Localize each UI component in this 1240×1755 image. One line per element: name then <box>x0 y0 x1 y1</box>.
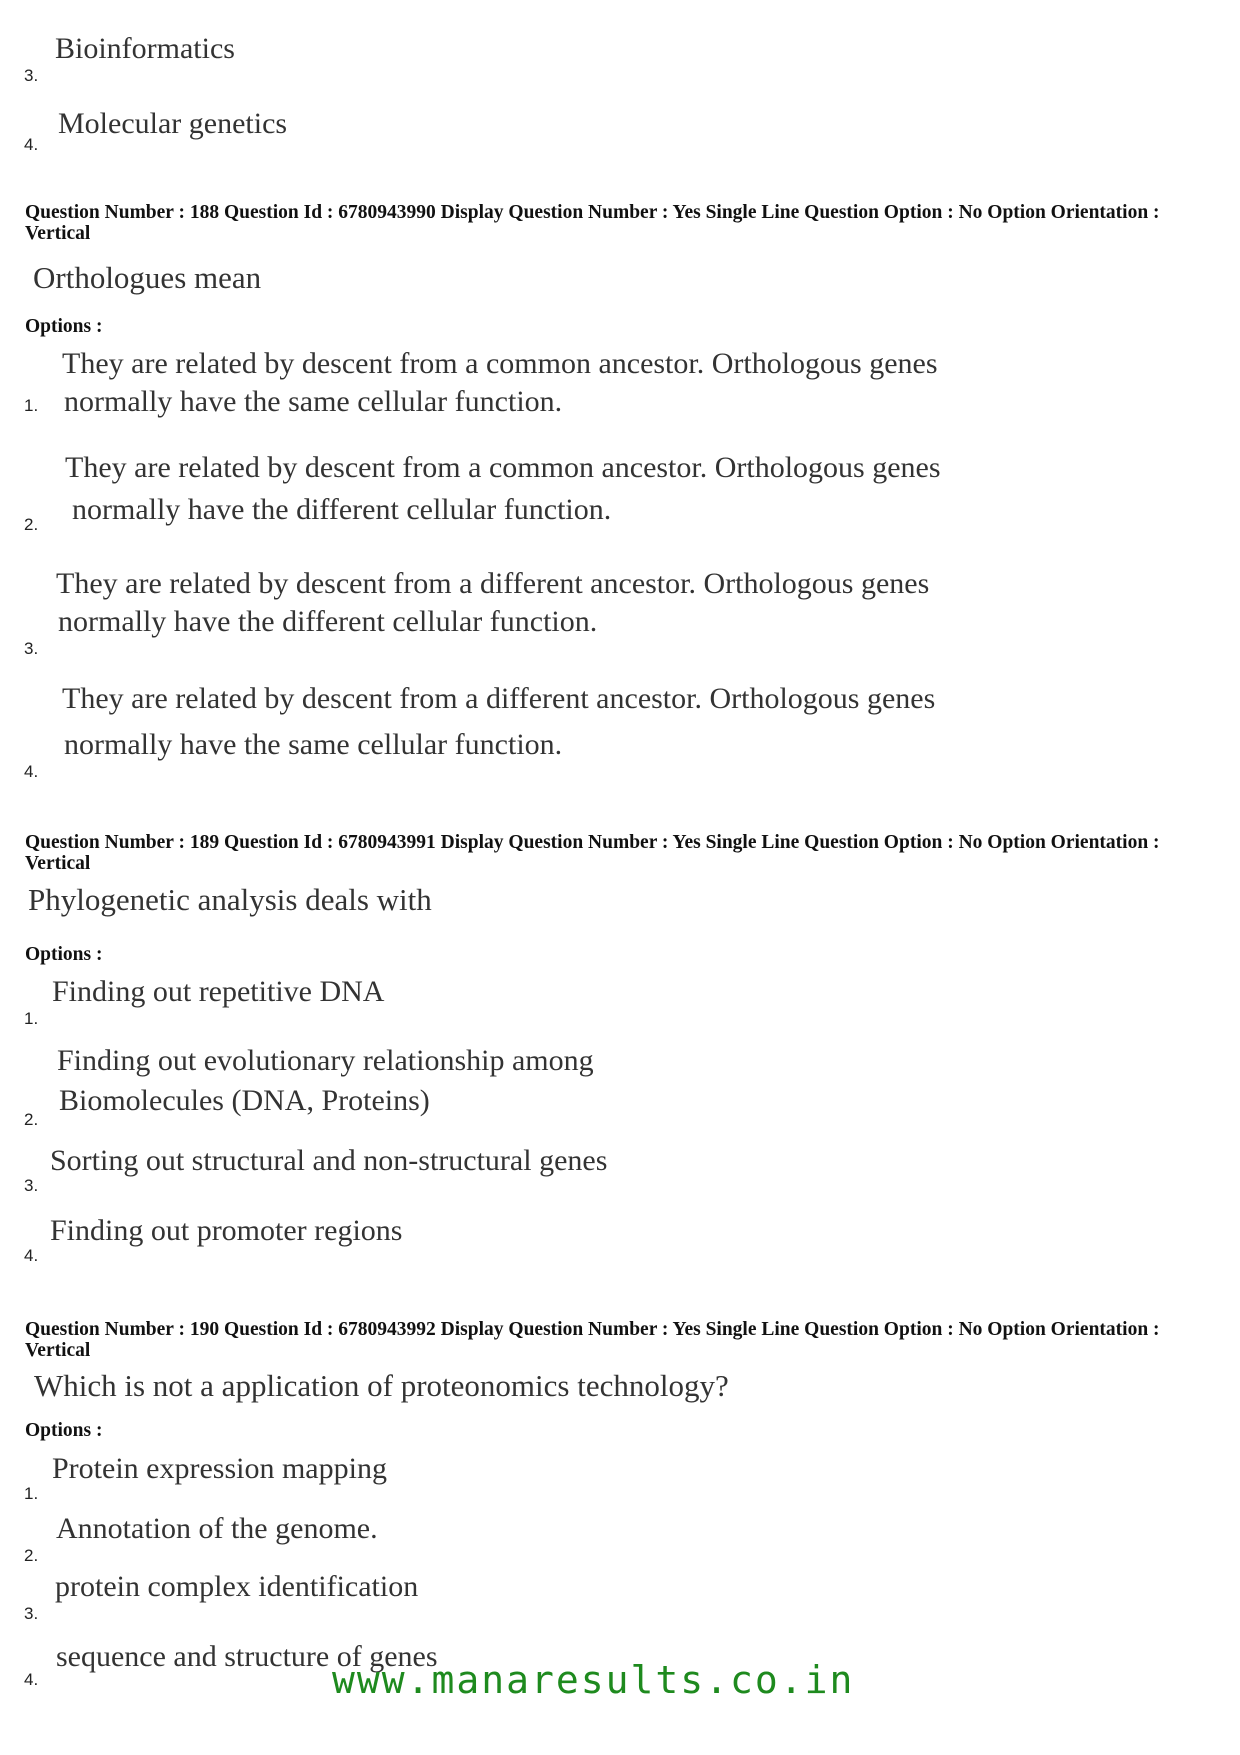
option-number: 3. <box>24 1604 39 1623</box>
option-number: 4. <box>24 135 39 154</box>
option-text: normally have the different cellular function. <box>58 605 598 638</box>
option-number: 1. <box>24 1484 39 1503</box>
option-text: Finding out evolutionary relationship among <box>57 1044 594 1077</box>
option-number: 1. <box>24 1009 39 1028</box>
option-text: Biomolecules (DNA, Proteins) <box>59 1084 430 1117</box>
option-text: normally have the different cellular function. <box>72 493 612 526</box>
question-text: Phylogenetic analysis deals with <box>28 882 432 917</box>
option-number: 3. <box>24 639 39 658</box>
option-text: Sorting out structural and non-structural genes <box>50 1144 608 1177</box>
option-number: 2. <box>24 515 39 534</box>
option-text: normally have the same cellular function. <box>64 385 563 418</box>
option-text: Finding out repetitive DNA <box>52 975 385 1008</box>
option-text: Finding out promoter regions <box>50 1214 403 1247</box>
option-text: Bioinformatics <box>55 32 235 65</box>
option-number: 2. <box>24 1110 39 1129</box>
option-text: They are related by descent from a common ancestor. Orthologous genes <box>65 451 941 484</box>
question-meta: Question Number : 188 Question Id : 6780943990 Display Question Number : Yes Single Line Question Option : No Option Orientation : Vertical <box>25 202 1160 244</box>
option-number: 4. <box>24 762 39 781</box>
option-number: 2. <box>24 1546 39 1565</box>
option-text: They are related by descent from a different ancestor. Orthologous genes <box>62 682 936 715</box>
option-number: 1. <box>24 396 39 415</box>
options-label: Options : <box>25 316 103 337</box>
question-text: Which is not a application of proteonomics technology? <box>34 1368 729 1403</box>
option-text: Protein expression mapping <box>52 1452 387 1485</box>
option-number: 3. <box>24 66 39 85</box>
option-text: sequence and structure of genes <box>56 1640 438 1673</box>
watermark: www.manaresults.co.in <box>332 1658 855 1702</box>
option-number: 4. <box>24 1246 39 1265</box>
option-text: Annotation of the genome. <box>56 1512 378 1545</box>
option-text: They are related by descent from a common ancestor. Orthologous genes <box>62 347 938 380</box>
question-meta: Question Number : 190 Question Id : 6780943992 Display Question Number : Yes Single Line Question Option : No Option Orientation : Vertical <box>25 1319 1160 1361</box>
option-text: normally have the same cellular function. <box>64 728 563 761</box>
options-label: Options : <box>25 1420 103 1441</box>
option-text: protein complex identification <box>55 1570 419 1603</box>
question-meta: Question Number : 189 Question Id : 6780943991 Display Question Number : Yes Single Line Question Option : No Option Orientation : Vertical <box>25 832 1160 874</box>
option-number: 4. <box>24 1670 39 1689</box>
question-text: Orthologues mean <box>33 260 262 295</box>
option-number: 3. <box>24 1176 39 1195</box>
options-label: Options : <box>25 944 103 965</box>
option-text: Molecular genetics <box>58 107 288 140</box>
option-text: They are related by descent from a different ancestor. Orthologous genes <box>56 567 930 600</box>
